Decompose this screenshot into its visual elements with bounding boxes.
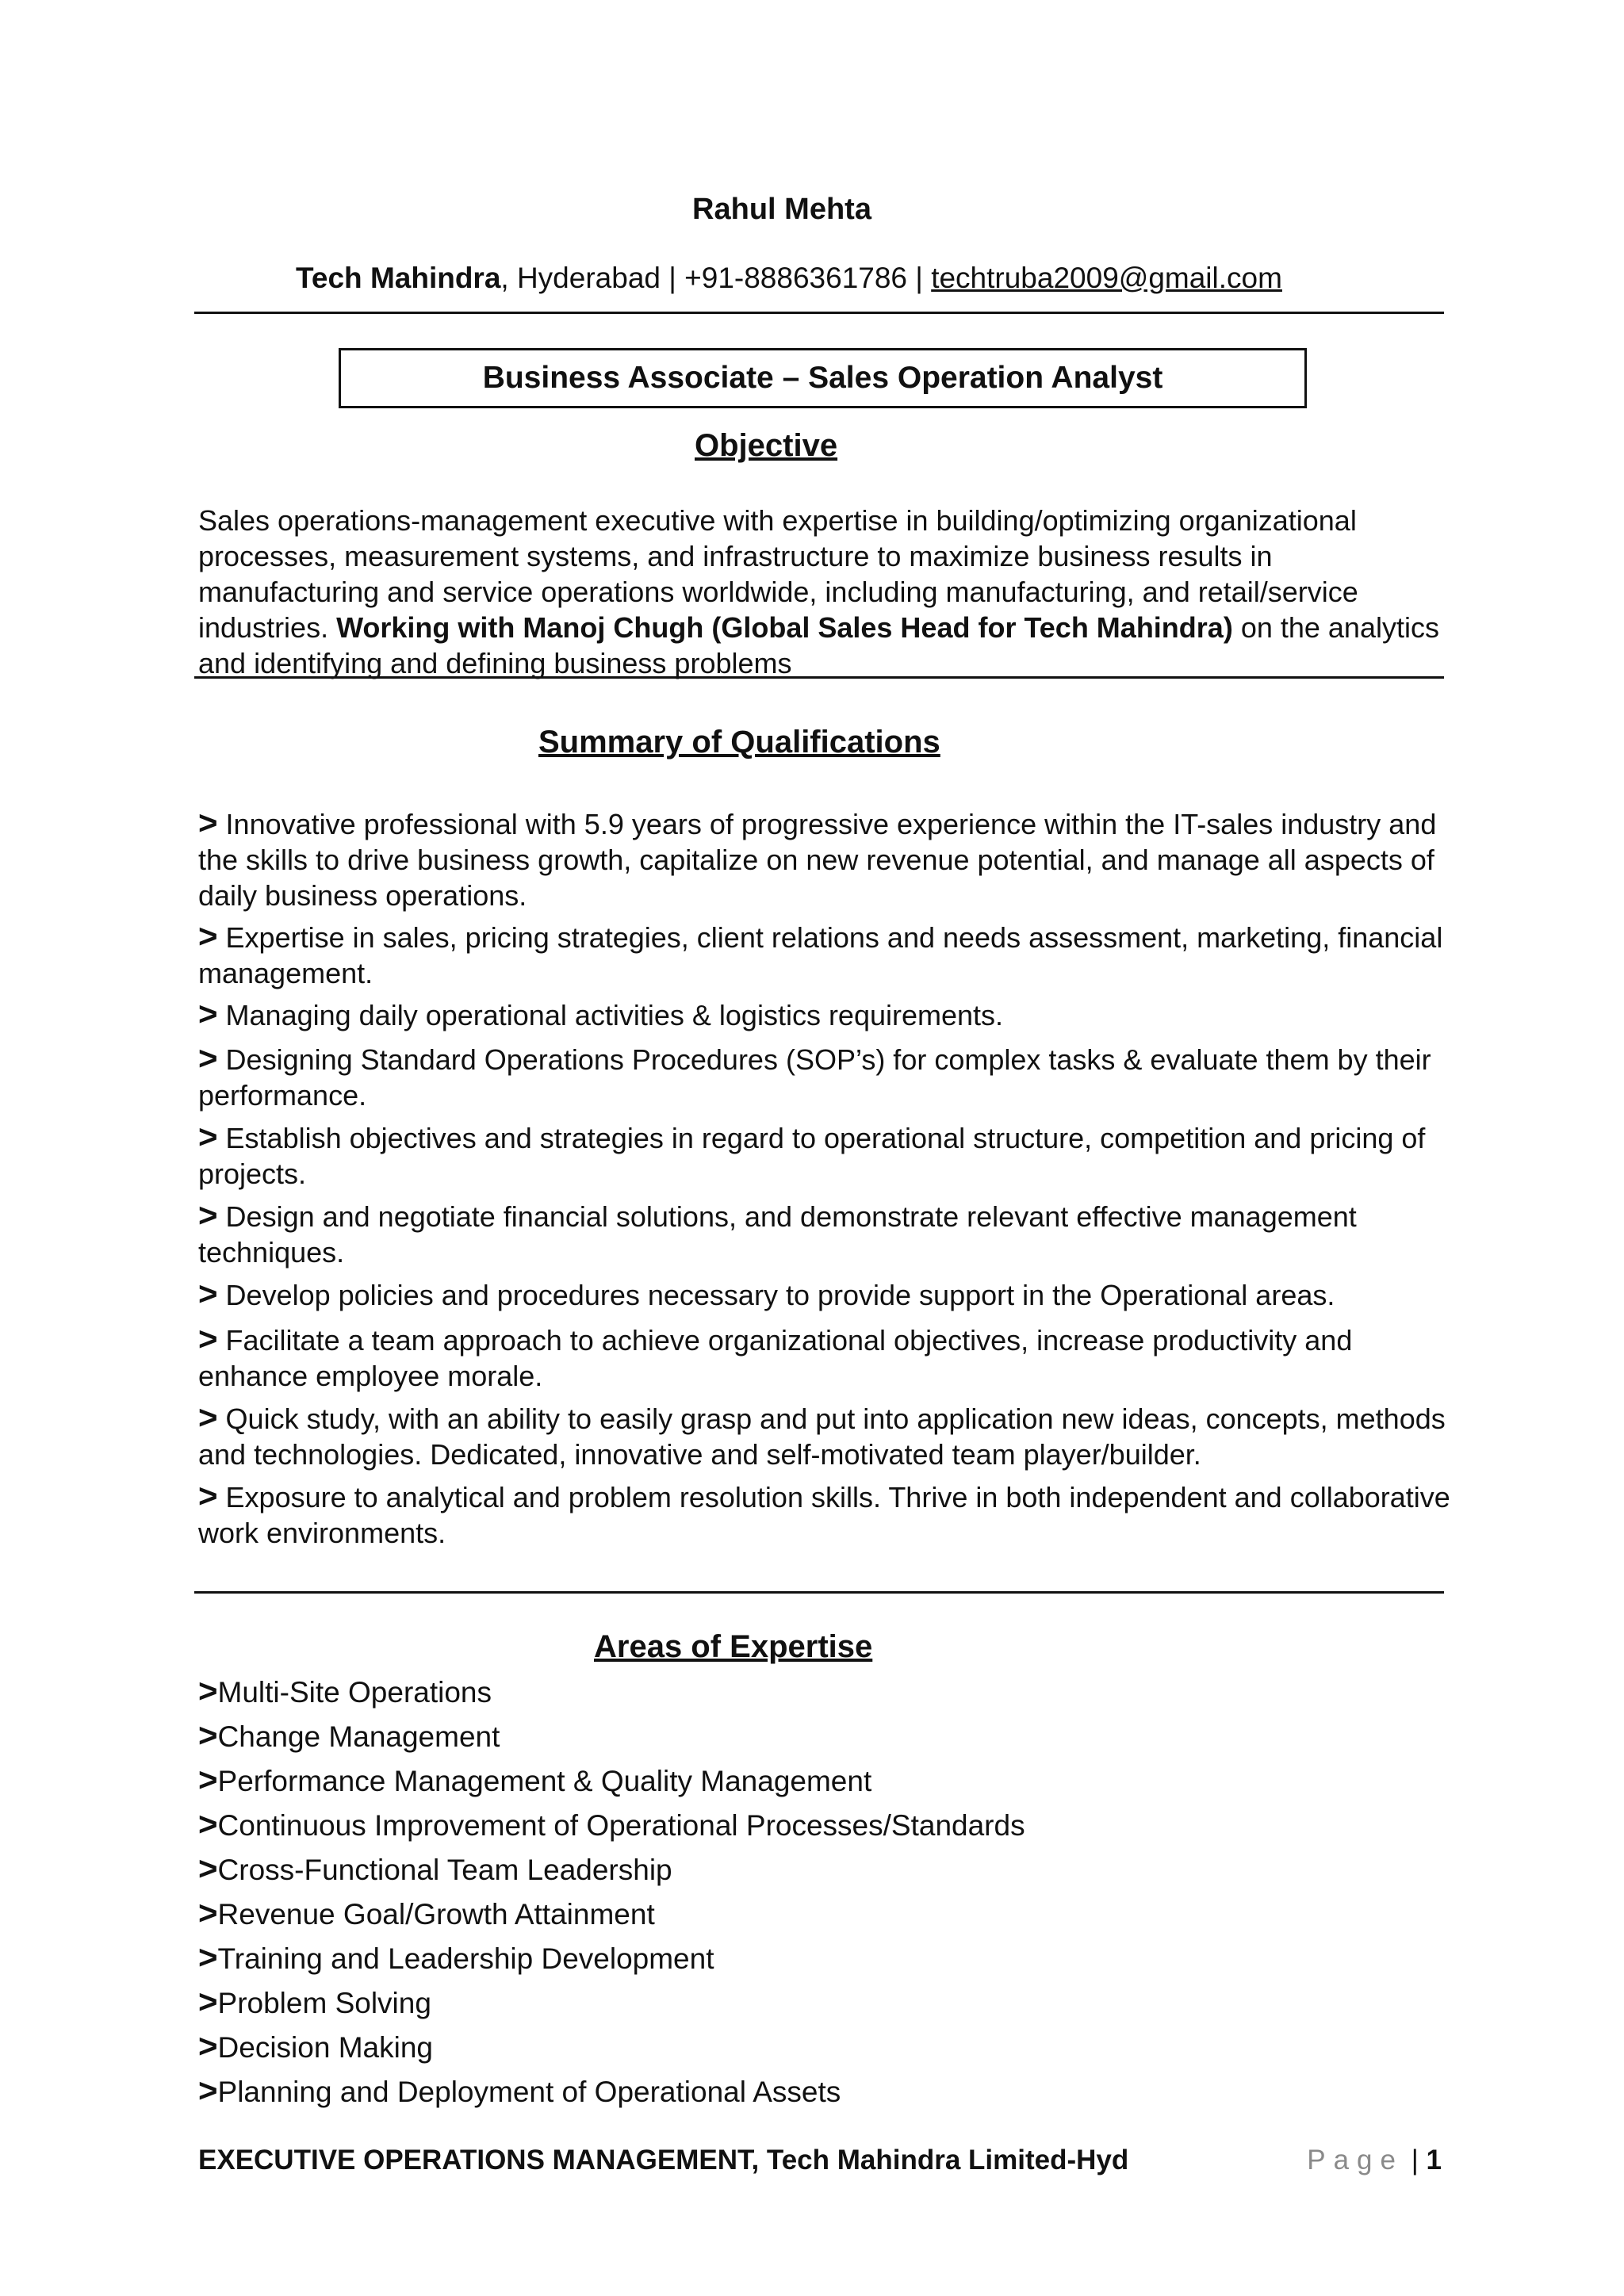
expertise-text: Cross-Functional Team Leadership: [217, 1854, 672, 1886]
expertise-text: Planning and Deployment of Operational Assets: [217, 2076, 841, 2108]
bullet-arrow-icon: >: [198, 1716, 218, 1754]
expertise-text: Continuous Improvement of Operational Processes/Standards: [217, 1809, 1025, 1842]
expertise-item: [198, 1850, 672, 1888]
expertise-item: [198, 1806, 1025, 1843]
bullet-arrow-icon: >: [198, 1275, 218, 1312]
bullet-arrow-icon: >: [198, 1477, 218, 1514]
expertise-item: [198, 2028, 433, 2065]
bullet-arrow-icon: >: [198, 1805, 218, 1843]
bullet-arrow-icon: >: [198, 1196, 218, 1234]
candidate-name: Rahul Mehta: [692, 193, 871, 226]
bullet-arrow-icon: >: [198, 1894, 218, 1931]
location-phone: , Hyderabad | +91-8886361786 |: [500, 262, 932, 294]
qualification-text: Design and negotiate financial solutions, and demonstrate relevant effective management techniques.: [198, 1200, 1357, 1269]
qualification-item: [198, 1119, 1451, 1192]
bullet-arrow-icon: >: [198, 2072, 218, 2109]
qualification-text: Expertise in sales, pricing strategies, client relations and needs assessment, marketing, financial management.: [198, 921, 1443, 989]
expertise-item: [198, 2072, 841, 2110]
qualification-item: [198, 1321, 1451, 1394]
expertise-text: Multi-Site Operations: [217, 1676, 492, 1709]
job-title-box: Business Associate – Sales Operation Analyst: [339, 348, 1307, 408]
expertise-item: [198, 1673, 492, 1710]
page-separator: |: [1403, 2145, 1427, 2175]
expertise-text: Revenue Goal/Growth Attainment: [217, 1898, 655, 1931]
objective-heading: Objective: [695, 428, 838, 463]
bullet-arrow-icon: >: [198, 1118, 218, 1155]
bullet-arrow-icon: >: [198, 1850, 218, 1887]
qualification-item: [198, 996, 1451, 1033]
divider: [194, 312, 1444, 314]
expertise-item: [198, 1762, 871, 1799]
page-label: Page: [1307, 2145, 1404, 2175]
objective-text: Sales operations-management executive with expertise in building/optimizing organizational processes, measurement systems, and infrastructure to maximize business results in manufacturing and service operations worldwide, including manufacturing, and retail/service industries. Working with Manoj Chugh (Global Sales Head for Tech Mahindra) on the analytics and identifying and defining business problems: [198, 504, 1439, 679]
email-link[interactable]: techtruba2009@gmail.com: [931, 262, 1282, 294]
page-number: 1: [1426, 2145, 1442, 2175]
bullet-arrow-icon: >: [198, 1761, 218, 1798]
bullet-arrow-icon: >: [198, 1672, 218, 1709]
expertise-item: [198, 1895, 655, 1932]
qualification-text: Facilitate a team approach to achieve organizational objectives, increase productivity and enhance employee morale.: [198, 1324, 1353, 1392]
page-indicator: [1307, 2145, 1442, 2176]
qualification-text: Managing daily operational activities & logistics requirements.: [225, 999, 1004, 1031]
qualification-item: [198, 1276, 1451, 1313]
qualification-text: Develop policies and procedures necessary to provide support in the Operational areas.: [225, 1279, 1335, 1311]
expertise-text: Decision Making: [217, 2031, 433, 2064]
qualification-text: Establish objectives and strategies in regard to operational structure, competition and pricing of projects.: [198, 1122, 1426, 1190]
expertise-text: Problem Solving: [217, 1987, 431, 2019]
qualification-text: Quick study, with an ability to easily grasp and put into application new ideas, concepts, methods and technologies. Dedicated, innovative and self-motivated team player/builder.: [198, 1402, 1446, 1471]
bullet-arrow-icon: >: [198, 995, 218, 1032]
expertise-item: [198, 1984, 431, 2021]
qualification-item: [198, 1478, 1451, 1551]
qualification-item: [198, 1040, 1451, 1113]
contact-line: [0, 262, 1601, 295]
qualification-text: Exposure to analytical and problem resolution skills. Thrive in both independent and collaborative work environments.: [198, 1481, 1450, 1549]
expertise-text: Training and Leadership Development: [217, 1942, 714, 1975]
qualification-item: [198, 805, 1451, 913]
bullet-arrow-icon: >: [198, 1039, 218, 1077]
expertise-item: [198, 1717, 500, 1755]
footer-title: EXECUTIVE OPERATIONS MANAGEMENT, Tech Mahindra Limited-Hyd: [198, 2145, 1129, 2175]
objective-bold-text: Working with Manoj Chugh (Global Sales Head for Tech Mahindra): [336, 611, 1233, 644]
qualification-item: [198, 918, 1451, 991]
divider: [194, 676, 1444, 679]
qualification-item: [198, 1399, 1451, 1472]
divider: [194, 1591, 1444, 1594]
expertise-heading: Areas of Expertise: [594, 1629, 873, 1664]
bullet-arrow-icon: >: [198, 2027, 218, 2064]
qualifications-heading: Summary of Qualifications: [538, 725, 940, 760]
qualification-text: Designing Standard Operations Procedures (SOP’s) for complex tasks & evaluate them by their performance.: [198, 1043, 1431, 1112]
qualification-item: [198, 1197, 1451, 1270]
bullet-arrow-icon: >: [198, 1320, 218, 1357]
qualification-text: Innovative professional with 5.9 years of progressive experience within the IT-sales industry and the skills to drive business growth, capitalize on new revenue potential, and manage all aspects of daily business operations.: [198, 808, 1437, 912]
bullet-arrow-icon: >: [198, 1983, 218, 2020]
bullet-arrow-icon: >: [198, 1399, 218, 1436]
bullet-arrow-icon: >: [198, 917, 218, 955]
expertise-text: Change Management: [217, 1720, 500, 1753]
bullet-arrow-icon: >: [198, 1938, 218, 1976]
expertise-item: [198, 1939, 714, 1976]
bullet-arrow-icon: >: [198, 804, 218, 841]
company-name: Tech Mahindra: [296, 262, 501, 294]
expertise-text: Performance Management & Quality Management: [217, 1765, 872, 1797]
